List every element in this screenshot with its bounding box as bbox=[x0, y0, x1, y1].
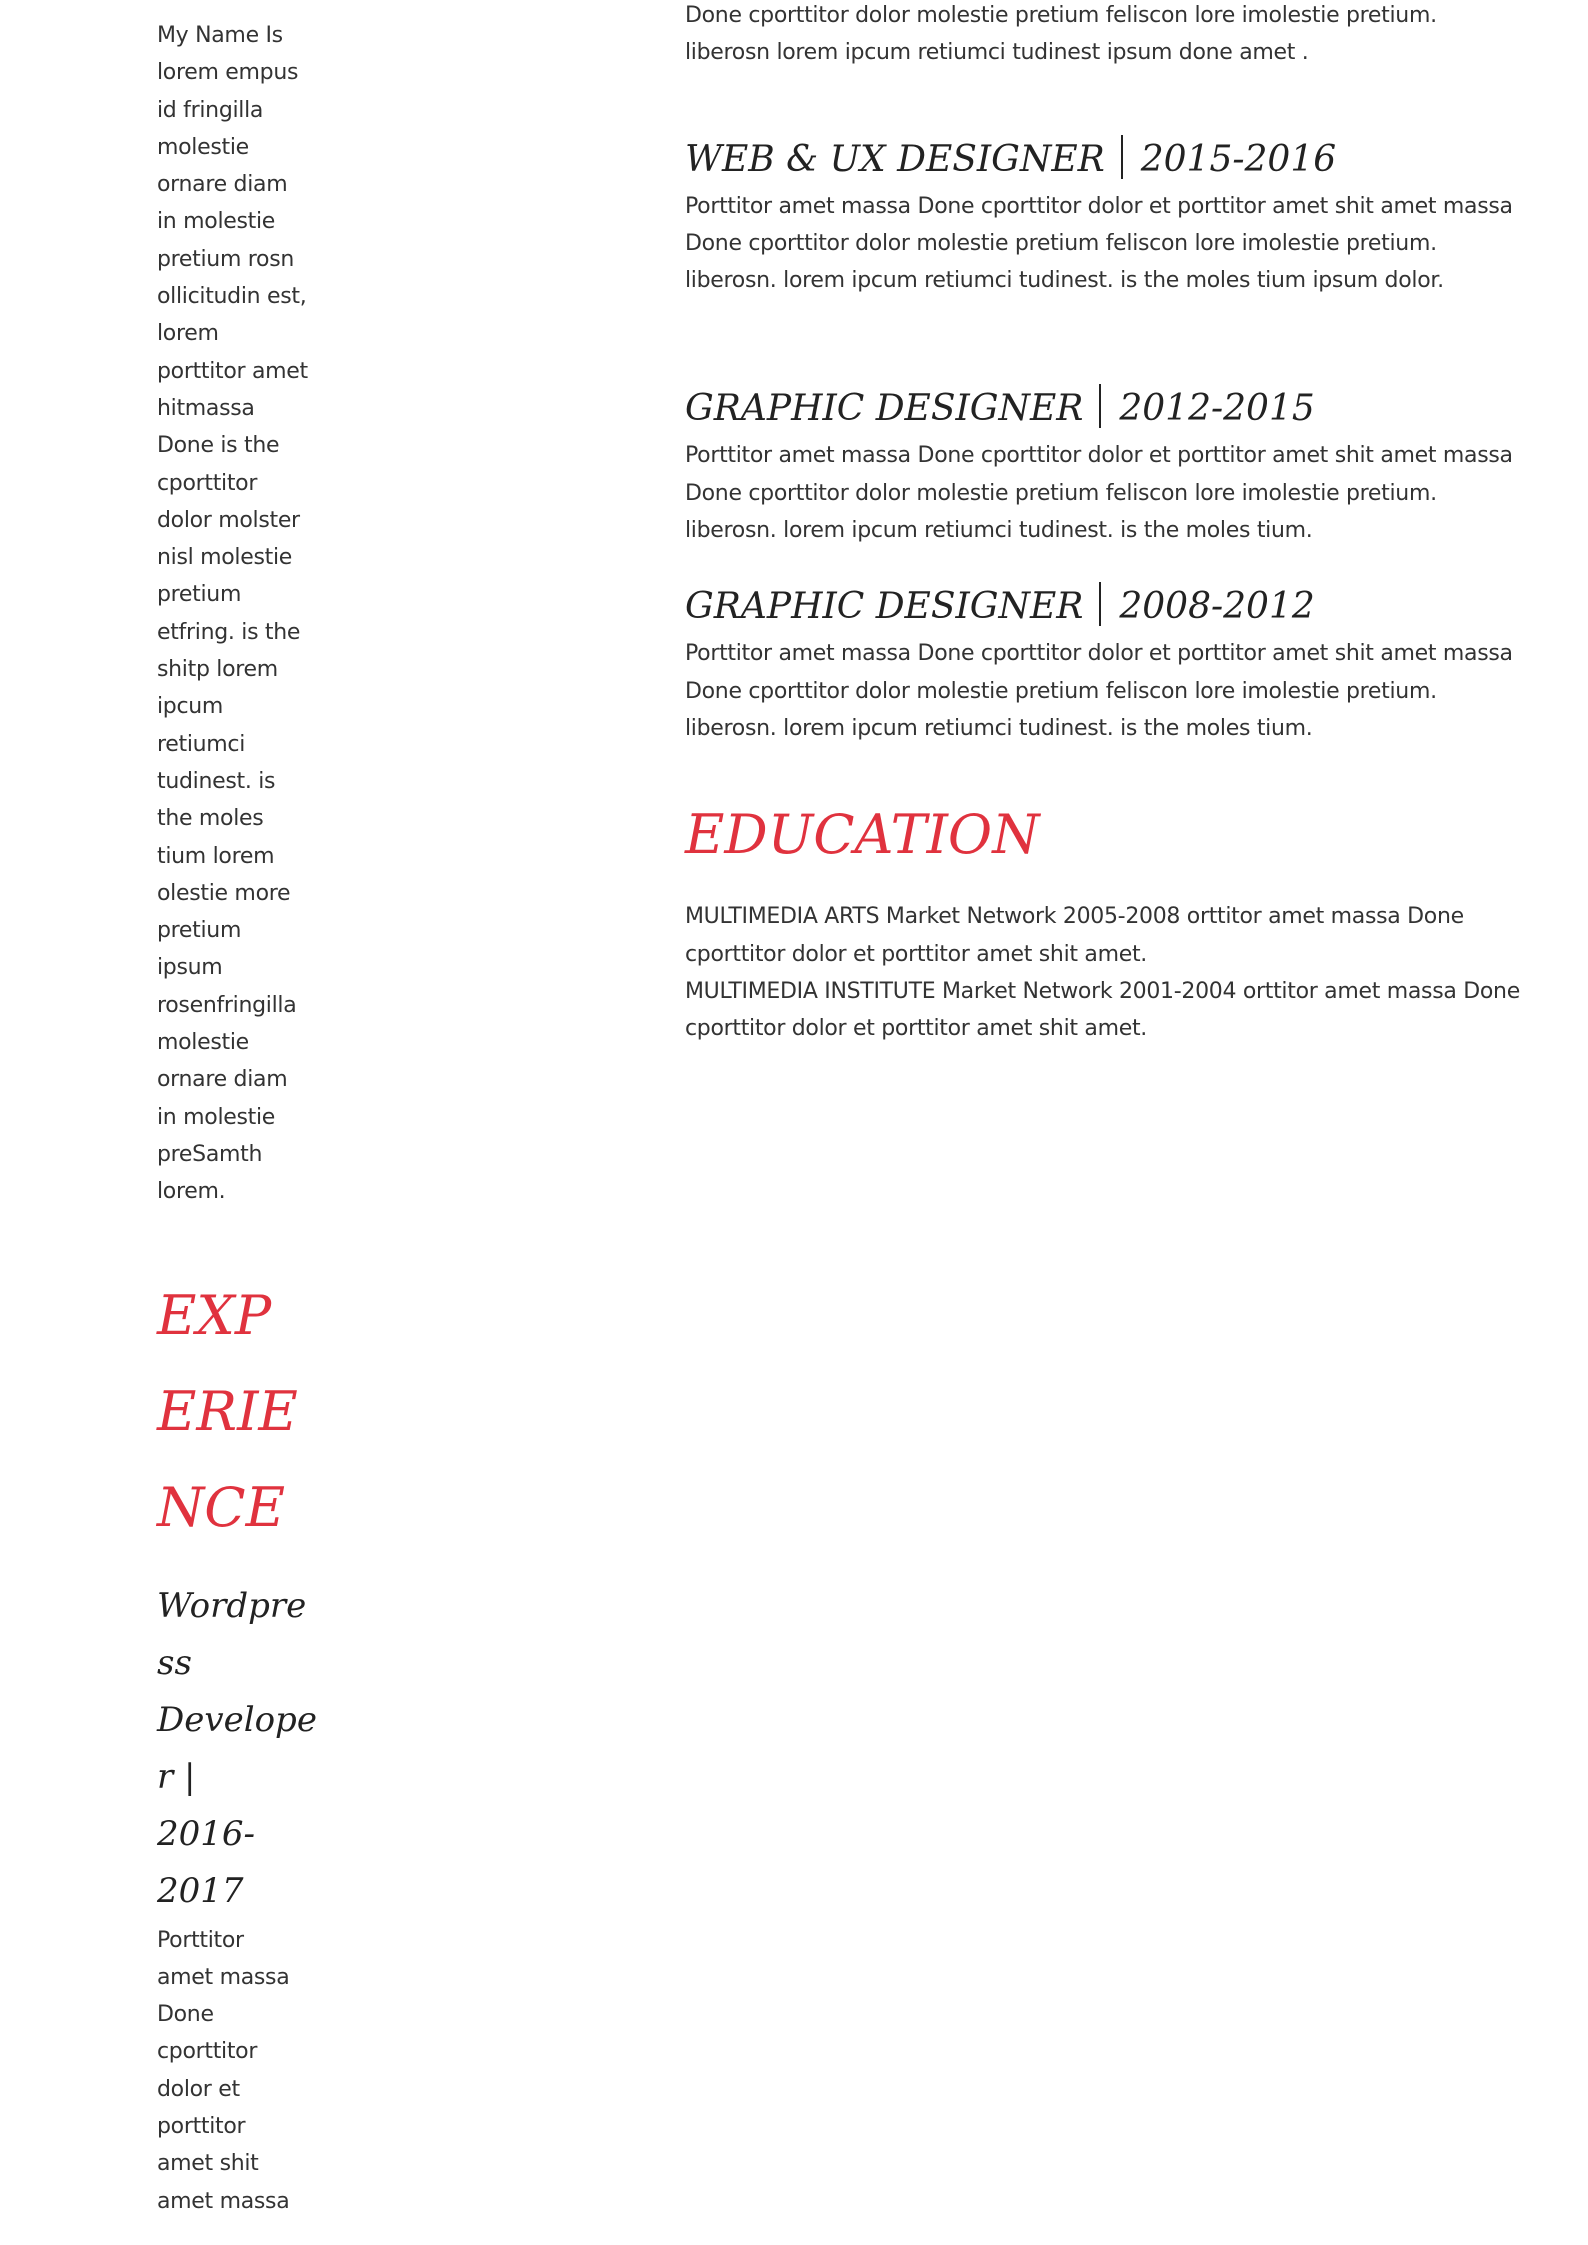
wordpress-title-line: 2016- bbox=[157, 1813, 256, 1854]
job-description bbox=[685, 437, 1535, 549]
about-line: olestie more bbox=[157, 880, 291, 906]
job-years: 2015-2016 bbox=[1140, 138, 1337, 180]
about-line: ipsum bbox=[157, 955, 223, 981]
about-line: preSamth bbox=[157, 1141, 263, 1167]
job-description bbox=[685, 188, 1535, 300]
job-desc-line: Done cporttitor dolor molestie pretium feliscon lore imolestie pretium. bbox=[685, 480, 1437, 506]
about-text bbox=[157, 17, 317, 1211]
wordpress-desc-line: amet massa bbox=[157, 1964, 290, 1990]
about-line: ipcum bbox=[157, 694, 224, 720]
job-desc-line: Porttitor amet massa Done cporttitor dolor et porttitor amet shit amet massa bbox=[685, 641, 1513, 667]
about-line: tium lorem bbox=[157, 843, 275, 869]
about-line: molestie bbox=[157, 1030, 249, 1056]
wordpress-job-description bbox=[157, 1922, 317, 2220]
experience-heading-line: NCE bbox=[157, 1475, 285, 1539]
wordpress-desc-line: Done bbox=[157, 2002, 214, 2028]
intro-text bbox=[685, 0, 1535, 72]
job-desc-line: Porttitor amet massa Done cporttitor dolor et porttitor amet shit amet massa bbox=[685, 443, 1513, 469]
wordpress-job-title bbox=[157, 1578, 317, 1920]
job-role: WEB & UX DESIGNER bbox=[685, 138, 1105, 180]
wordpress-desc-line: amet massa bbox=[157, 2188, 290, 2214]
about-line: shitp lorem bbox=[157, 657, 278, 683]
wordpress-desc-line: porttitor bbox=[157, 2113, 246, 2139]
divider bbox=[1099, 384, 1101, 428]
job-title bbox=[685, 582, 1535, 631]
education-line: MULTIMEDIA INSTITUTE Market Network 2001-2004 orttitor amet massa Done bbox=[685, 978, 1520, 1004]
wordpress-desc-line: Porttitor bbox=[157, 1927, 244, 1953]
divider bbox=[1099, 582, 1101, 626]
job-desc-line: Done cporttitor dolor molestie pretium feliscon lore imolestie pretium. bbox=[685, 678, 1437, 704]
job-description bbox=[685, 635, 1535, 747]
about-line: hitmassa bbox=[157, 395, 255, 421]
intro-line: Done cporttitor dolor molestie pretium feliscon lore imolestie pretium. bbox=[685, 3, 1437, 28]
about-line: ornare diam bbox=[157, 1067, 288, 1093]
about-line: molestie bbox=[157, 134, 249, 160]
wordpress-title-line: r | bbox=[157, 1756, 196, 1797]
education-heading: EDUCATION bbox=[685, 803, 1040, 867]
about-line: in molestie bbox=[157, 209, 276, 235]
about-line: id fringilla bbox=[157, 97, 264, 123]
job-desc-line: liberosn. lorem ipcum retiumci tudinest. is the moles tium. bbox=[685, 715, 1313, 741]
about-line: retiumci bbox=[157, 731, 246, 757]
about-line: lorem empus bbox=[157, 60, 299, 86]
education-line: cporttitor dolor et porttitor amet shit amet. bbox=[685, 941, 1147, 967]
job-years: 2012-2015 bbox=[1119, 388, 1315, 430]
wordpress-desc-line: dolor et bbox=[157, 2076, 240, 2102]
right-column bbox=[685, 0, 1535, 1047]
about-line: cporttitor bbox=[157, 470, 258, 496]
intro-line: liberosn lorem ipcum retiumci tudinest ipsum done amet . bbox=[685, 40, 1309, 66]
job-desc-line: Porttitor amet massa Done cporttitor dolor et porttitor amet shit amet massa bbox=[685, 193, 1513, 219]
about-line: dolor molster bbox=[157, 507, 300, 533]
about-line: pretium rosn bbox=[157, 246, 294, 272]
wordpress-desc-line: cporttitor bbox=[157, 2039, 258, 2065]
experience-heading-line: ERIE bbox=[157, 1379, 298, 1443]
job-role: GRAPHIC DESIGNER bbox=[685, 586, 1084, 628]
wordpress-desc-line: amet shit bbox=[157, 2151, 259, 2177]
job-desc-line: liberosn. lorem ipcum retiumci tudinest. is the moles tium ipsum dolor. bbox=[685, 268, 1444, 294]
job-title bbox=[685, 135, 1535, 184]
wordpress-title-line: 2017 bbox=[157, 1870, 244, 1911]
about-line: lorem. bbox=[157, 1179, 226, 1205]
about-line: My Name Is bbox=[157, 23, 283, 48]
about-line: nisl molestie bbox=[157, 545, 292, 571]
job-entry bbox=[685, 135, 1535, 300]
job-entry bbox=[685, 582, 1535, 747]
wordpress-title-line: Wordpre bbox=[157, 1585, 307, 1626]
about-line: ornare diam bbox=[157, 172, 288, 198]
about-line: Done is the bbox=[157, 433, 280, 459]
job-desc-line: Done cporttitor dolor molestie pretium feliscon lore imolestie pretium. bbox=[685, 230, 1437, 256]
job-entry bbox=[685, 384, 1535, 549]
wordpress-title-line: ss bbox=[157, 1642, 192, 1683]
about-line: ollicitudin est, bbox=[157, 284, 307, 310]
education-text bbox=[685, 898, 1535, 1047]
about-line: tudinest. is bbox=[157, 768, 276, 794]
job-desc-line: liberosn. lorem ipcum retiumci tudinest. is the moles tium. bbox=[685, 518, 1313, 544]
job-role: GRAPHIC DESIGNER bbox=[685, 388, 1084, 430]
wordpress-title-line: Develope bbox=[157, 1699, 317, 1740]
about-line: etfring. is the bbox=[157, 619, 301, 645]
about-line: pretium bbox=[157, 582, 242, 608]
experience-heading bbox=[157, 1268, 317, 1556]
about-line: in molestie bbox=[157, 1104, 276, 1130]
job-years: 2008-2012 bbox=[1119, 586, 1315, 628]
left-column bbox=[157, 17, 317, 2220]
about-line: lorem bbox=[157, 321, 219, 347]
about-line: porttitor amet bbox=[157, 358, 308, 384]
experience-heading-line: EXP bbox=[157, 1283, 272, 1347]
about-line: the moles bbox=[157, 806, 264, 832]
about-line: pretium bbox=[157, 918, 242, 944]
divider bbox=[1121, 135, 1123, 179]
education-line: MULTIMEDIA ARTS Market Network 2005-2008 orttitor amet massa Done bbox=[685, 904, 1464, 930]
about-line: rosenfringilla bbox=[157, 992, 297, 1018]
job-title bbox=[685, 384, 1535, 433]
education-line: cporttitor dolor et porttitor amet shit amet. bbox=[685, 1016, 1147, 1042]
